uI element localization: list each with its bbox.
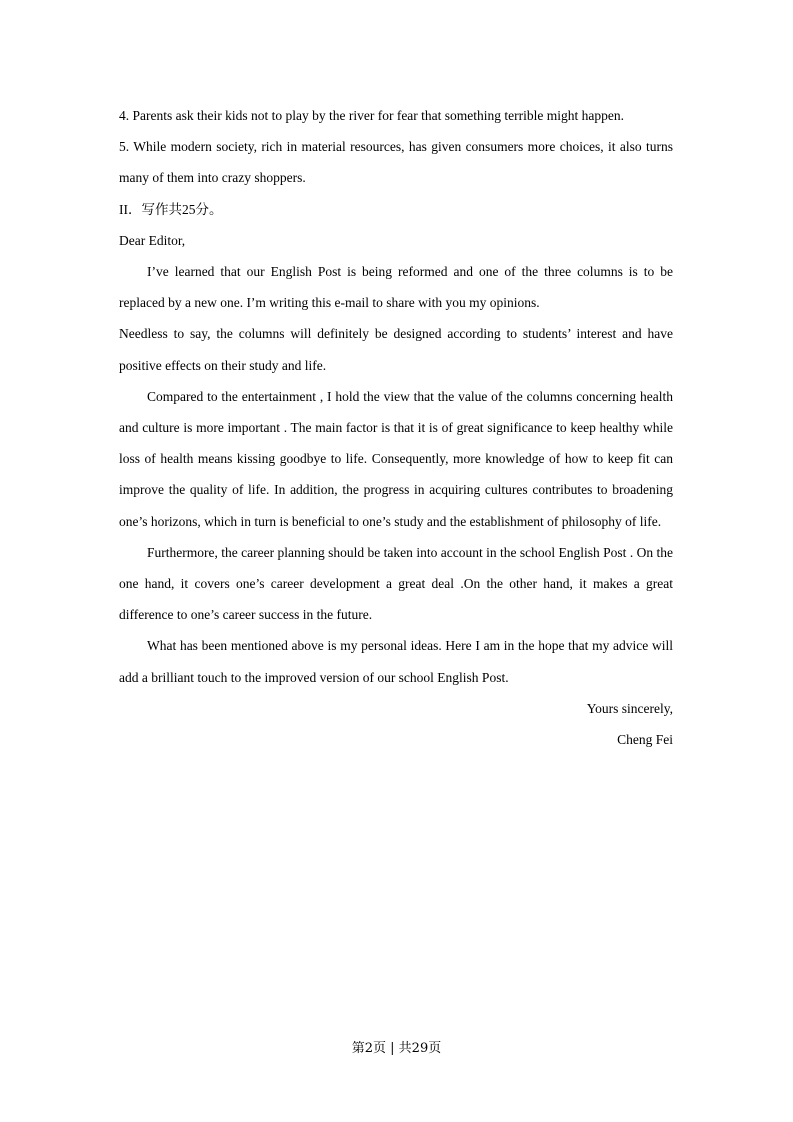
letter-paragraph-3: Compared to the entertainment , I hold the view that the value of the columns concerning health and culture is more important . The main factor is that it is of great significance to keep healthy while loss of health means kissing goodbye to life. Consequently, more knowledge of how to keep fit can improve the quality of life. In addition, the progress in acquiring cultures contributes to broadening one’s horizons, which in turn is beneficial to one’s study and the establishment of philosophy of life. (119, 388, 673, 529)
answer-item-5: 5. While modern society, rich in material resources, has given consumers more choices, it also turns many of them into crazy shoppers. (119, 139, 673, 186)
letter-salutation: Dear Editor, (119, 232, 186, 248)
letter-signature: Cheng Fei (617, 732, 673, 748)
letter-closing: Yours sincerely, (586, 700, 673, 716)
document-body (119, 100, 673, 755)
letter-paragraph-4: Furthermore, the career planning should be taken into account in the school English Post . On the one hand, it covers one’s career development a great deal .On the other hand, it makes a great difference to one’s career success in the future. (119, 544, 673, 623)
page-footer: 第2页 | 共29页 (351, 1041, 442, 1056)
answer-item-4: 4. Parents ask their kids not to play by the river for fear that something terrible might happen. (119, 108, 624, 123)
section-heading: II．写作共25分。 (119, 201, 223, 217)
letter-paragraph-5: What has been mentioned above is my personal ideas. Here I am in the hope that my advice will add a brilliant touch to the improved version of our school English Post. (119, 638, 673, 685)
letter-paragraph-1: I’ve learned that our English Post is being reformed and one of the three columns is to be replaced by a new one. I’m writing this e-mail to share with you my opinions. (119, 264, 673, 311)
letter-paragraph-2: Needless to say, the columns will definitely be designed according to students’ interest and have positive effects on their study and life. (119, 326, 673, 373)
